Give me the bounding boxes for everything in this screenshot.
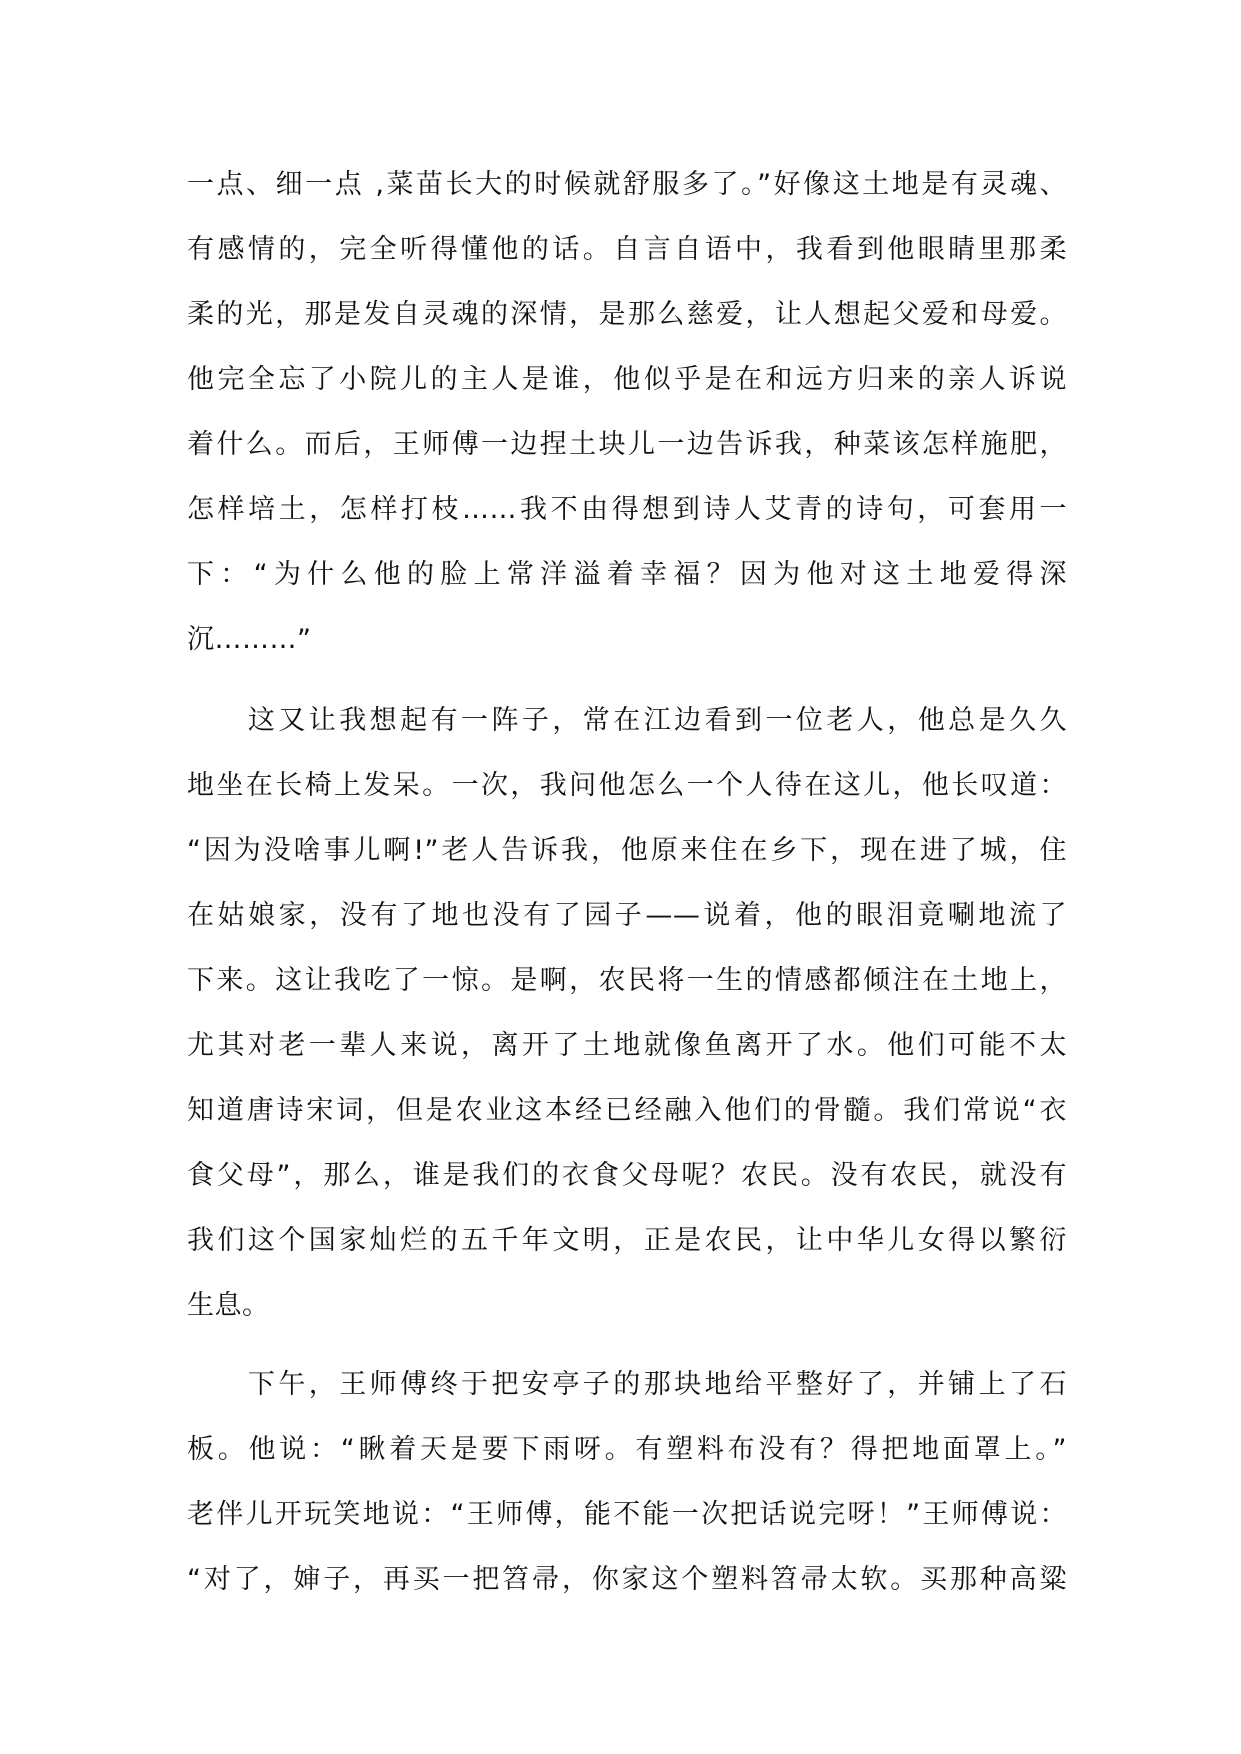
text-line: 这又让我想起有一阵子，常在江边看到一位老人，他总是久久 <box>187 705 1067 736</box>
text-line: 下：“为什么他的脸上常洋溢着幸福？因为他对这土地爱得深 <box>187 559 1067 590</box>
text-line: 板。他说：“瞅着天是要下雨呀。有塑料布没有？得把地面罩上。” <box>187 1434 1067 1465</box>
text-line: 在姑娘家，没有了地也没有了园子——说着，他的眼泪竟唰地流了 <box>187 900 1067 931</box>
text-line: 知道唐诗宋词，但是农业这本经已经融入他们的骨髓。我们常说“衣 <box>187 1095 1067 1126</box>
text-line: 沉………” <box>187 624 312 655</box>
text-line: 他完全忘了小院儿的主人是谁，他似乎是在和远方归来的亲人诉说 <box>187 364 1067 395</box>
text-line: “对了，婶子，再买一把笤帚，你家这个塑料笤帚太软。买那种高粱 <box>187 1564 1067 1595</box>
text-line: 下来。这让我吃了一惊。是啊，农民将一生的情感都倾注在土地上， <box>187 965 1067 996</box>
text-line: 生息。 <box>187 1290 270 1321</box>
paragraph-1 <box>187 152 1067 672</box>
text-line: “因为没啥事儿啊!”老人告诉我，他原来住在乡下，现在进了城，住 <box>187 835 1067 866</box>
paragraph-2 <box>187 688 1067 1338</box>
text-line: 我们这个国家灿烂的五千年文明，正是农民，让中华儿女得以繁衍 <box>187 1225 1067 1256</box>
text-line: 一点、细一点 ,菜苗长大的时候就舒服多了。”好像这土地是有灵魂、 <box>187 169 1067 200</box>
text-line: 下午，王师傅终于把安亭子的那块地给平整好了，并铺上了石 <box>187 1369 1067 1400</box>
paragraph-3 <box>187 1352 1067 1612</box>
text-line: 柔的光，那是发自灵魂的深情，是那么慈爱，让人想起父爱和母爱。 <box>187 299 1067 330</box>
text-line: 着什么。而后，王师傅一边捏土块儿一边告诉我，种菜该怎样施肥， <box>187 429 1067 460</box>
text-line: 地坐在长椅上发呆。一次，我问他怎么一个人待在这儿，他长叹道： <box>187 770 1067 801</box>
text-line: 老伴儿开玩笑地说：“王师傅，能不能一次把话说完呀！”王师傅说： <box>187 1499 1067 1530</box>
text-line: 有感情的，完全听得懂他的话。自言自语中，我看到他眼睛里那柔 <box>187 234 1067 265</box>
text-line: 怎样培土，怎样打枝……我不由得想到诗人艾青的诗句，可套用一 <box>187 494 1067 525</box>
text-line: 尤其对老一辈人来说，离开了土地就像鱼离开了水。他们可能不太 <box>187 1030 1067 1061</box>
text-line: 食父母”，那么，谁是我们的衣食父母呢？农民。没有农民，就没有 <box>187 1160 1067 1191</box>
